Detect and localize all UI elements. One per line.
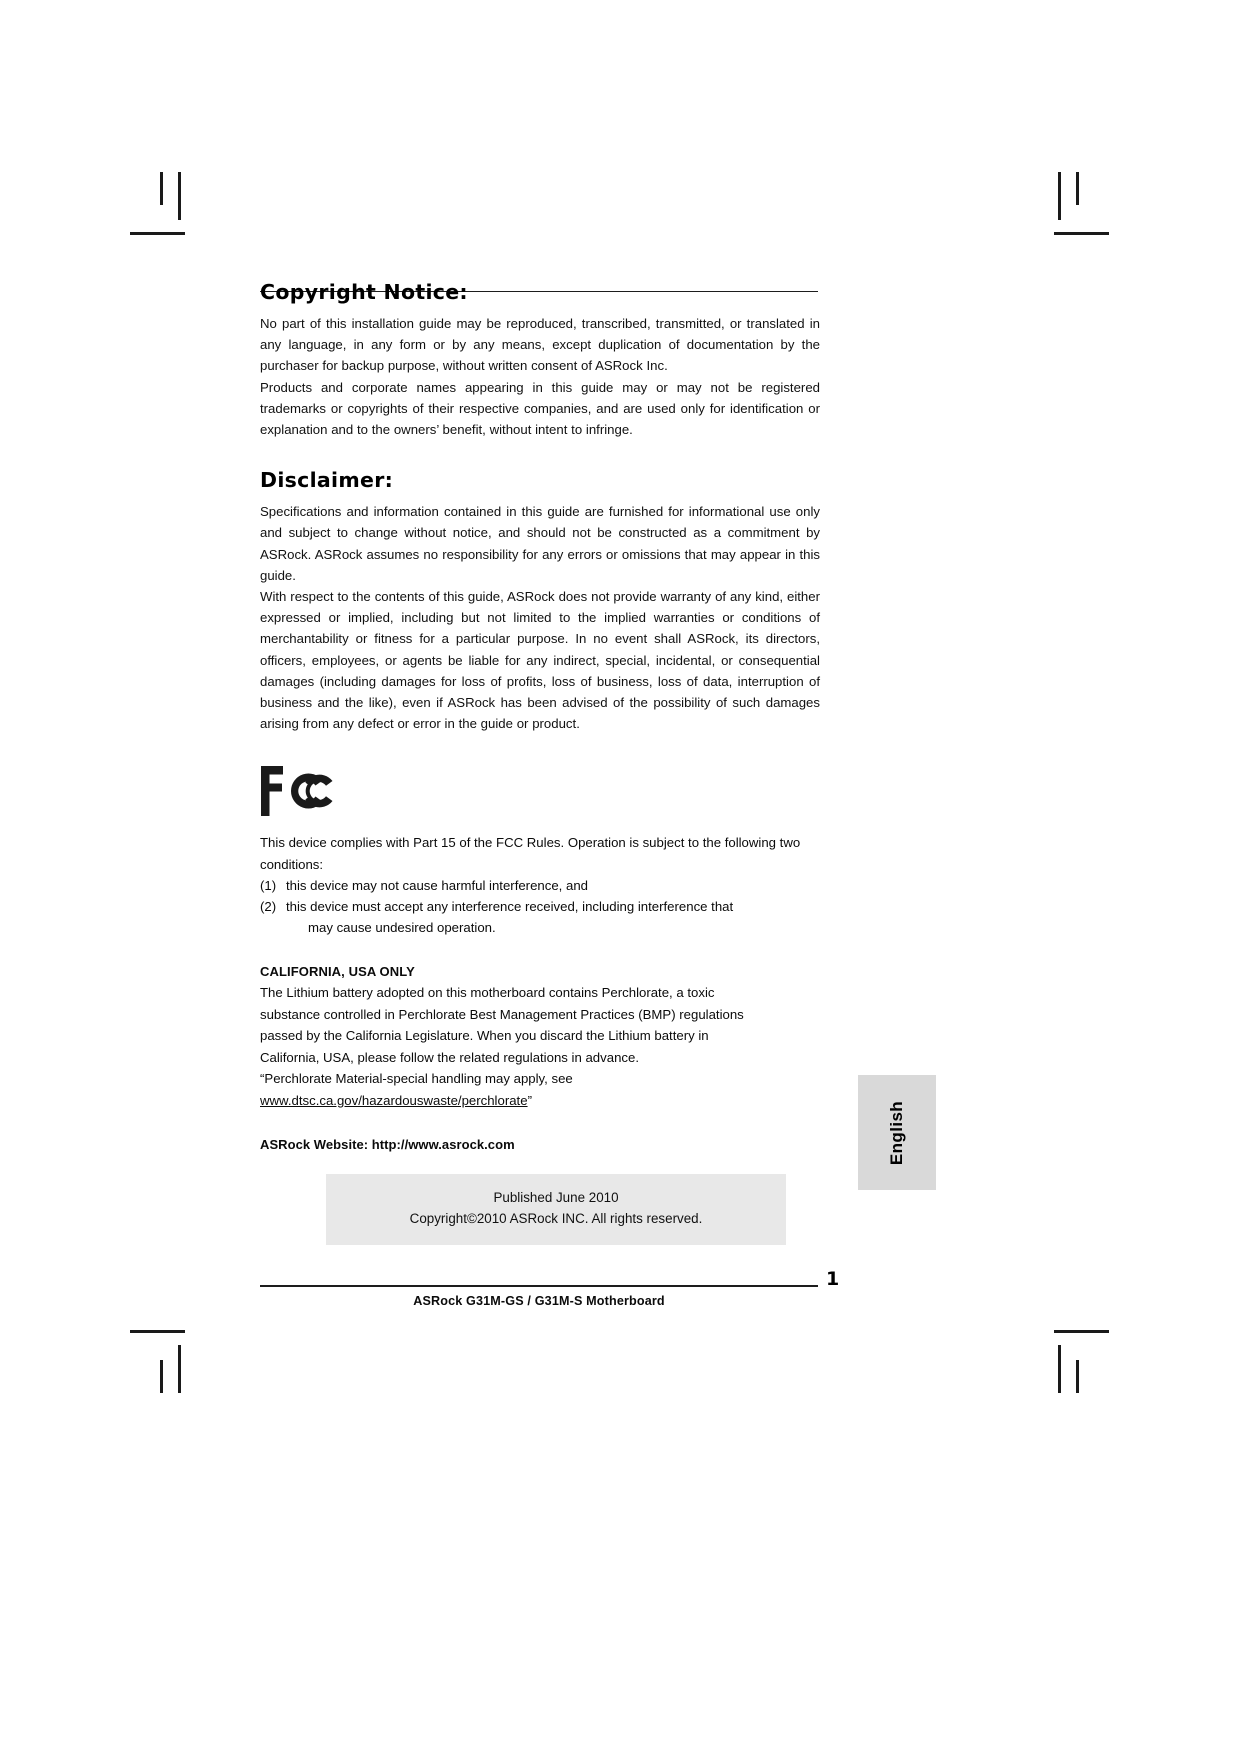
crop-mark-top-left-vertical-2 xyxy=(160,172,163,205)
published-info-box xyxy=(326,1174,786,1245)
crop-mark-bottom-right-vertical-2 xyxy=(1076,1360,1079,1393)
asrock-website-line[interactable]: ASRock Website: http://www.asrock.com xyxy=(260,1136,515,1152)
crop-mark-top-left-vertical xyxy=(178,172,181,220)
fcc-condition-2 xyxy=(260,896,820,938)
crop-mark-top-right-vertical xyxy=(1058,172,1061,220)
fcc-compliance-text: This device complies with Part 15 of the FCC Rules. Operation is subject to the following two conditions: xyxy=(260,835,801,872)
california-line-2: substance controlled in Perchlorate Best Management Practices (BMP) regulations xyxy=(260,1006,744,1022)
california-line-4: California, USA, please follow the related regulations in advance. xyxy=(260,1049,639,1065)
fcc-conditions-list xyxy=(260,875,820,939)
crop-mark-bottom-left-vertical-2 xyxy=(160,1360,163,1393)
california-line-1: The Lithium battery adopted on this motherboard contains Perchlorate, a toxic xyxy=(260,985,715,1001)
fcc-condition-2-line-2: may cause undesired operation. xyxy=(308,920,496,936)
fcc-logo-container xyxy=(260,764,820,818)
disclaimer-paragraph-1: Specifications and information contained in this guide are furnished for informational use only and subject to change without notice, and should not be constructed as a commitment by ASRock. ASRock assumes no responsibility for any errors or omissions that may appear in this guide. xyxy=(260,504,820,583)
copyright-paragraph-2: Products and corporate names appearing in this guide may or may not be registered trademarks or copyrights of their respective companies, and are used only for identification or explanation and to the owners’ benefit, without intent to infringe. xyxy=(260,379,820,438)
footer-product-title: ASRock G31M-GS / G31M-S Motherboard xyxy=(413,1294,665,1308)
published-date: Published June 2010 xyxy=(493,1189,619,1205)
disclaimer-paragraph-2: With respect to the contents of this guide, ASRock does not provide warranty of any kind, either expressed or implied, including but not limited to the implied warranties or conditions of merchantability or fitness for a particular purpose. In no event shall ASRock, its directors, officers, employees, or agents be liable for any indirect, special, incidental, or consequential damages (including damages for loss of profits, loss of business, loss of data, interruption of business and the like), even if ASRock has been advised of the possibility of such damages arising from any defect or error in the guide or product. xyxy=(260,589,820,732)
copyright-notice-heading: Copyright Notice: xyxy=(260,280,468,304)
fcc-condition-1 xyxy=(260,875,820,896)
fcc-condition-2-text xyxy=(286,896,820,938)
copyright-line: Copyright©2010 ASRock INC. All rights reserved. xyxy=(409,1211,703,1227)
perchlorate-url-link[interactable]: www.dtsc.ca.gov/hazardouswaste/perchlorate xyxy=(260,1092,528,1108)
crop-mark-bottom-right-horizontal xyxy=(1054,1330,1109,1333)
language-tab-label: English xyxy=(886,1100,906,1165)
fcc-condition-1-number: (1) xyxy=(260,877,277,893)
crop-mark-top-right-horizontal xyxy=(1054,232,1109,235)
footer-rule xyxy=(260,1285,818,1287)
crop-mark-top-left-horizontal xyxy=(130,232,185,235)
perchlorate-url-close-quote: ” xyxy=(527,1092,532,1108)
california-heading: CALIFORNIA, USA ONLY xyxy=(260,964,415,980)
crop-mark-bottom-right-vertical xyxy=(1058,1345,1061,1393)
california-paragraph xyxy=(260,982,820,1110)
disclaimer-heading: Disclaimer: xyxy=(260,468,394,493)
crop-mark-bottom-left-horizontal xyxy=(130,1330,185,1333)
fcc-logo-icon xyxy=(260,764,334,818)
page-content xyxy=(260,280,820,1245)
copyright-paragraph-1: No part of this installation guide may be reproduced, transcribed, transmitted, or translated in any language, in any form or by any means, except duplication of documentation by the purchaser for backup purpose, without written consent of ASRock Inc. xyxy=(260,316,820,374)
fcc-condition-2-line-1: this device must accept any interference received, including interference that xyxy=(286,899,734,915)
fcc-condition-1-text: this device may not cause harmful interference, and xyxy=(286,877,589,893)
fcc-condition-2-number: (2) xyxy=(260,899,277,915)
language-tab-english[interactable] xyxy=(858,1075,936,1190)
california-line-5: “Perchlorate Material-special handling may apply, see xyxy=(260,1071,573,1087)
california-line-3: passed by the California Legislature. When you discard the Lithium battery in xyxy=(260,1028,709,1044)
crop-mark-bottom-left-vertical xyxy=(178,1345,181,1393)
crop-mark-top-right-vertical-2 xyxy=(1076,172,1079,205)
page-number: 1 xyxy=(826,1268,840,1290)
